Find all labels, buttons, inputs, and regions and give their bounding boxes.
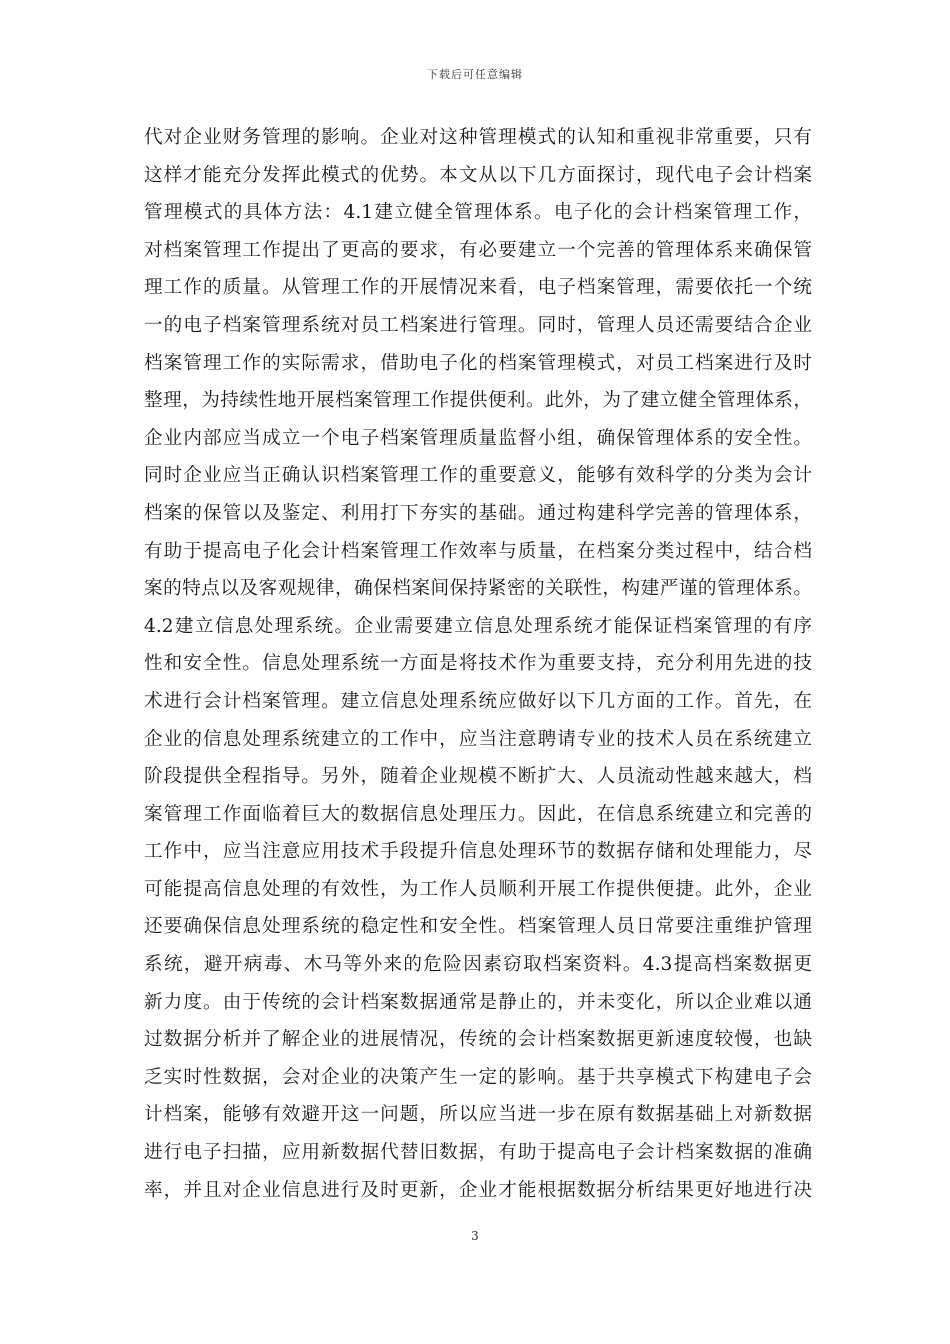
document-body — [144, 119, 812, 1209]
text-line: 一的电子档案管理系统对员工档案进行管理。同时，管理人员还需要结合企业 — [144, 314, 812, 336]
text-line: 新力度。由于传统的会计档案数据通常是静止的，并未变化，所以企业难以通 — [144, 991, 812, 1013]
text-line: 案的特点以及客观规律，确保档案间保持紧密的关联性，构建严谨的管理体系。 — [144, 578, 812, 600]
page-header: 下载后可任意编辑 — [427, 68, 523, 81]
text-line: 计档案，能够有效避开这一问题，所以应当进一步在原有数据基础上对新数据 — [144, 1104, 812, 1126]
text-line: 这样才能充分发挥此模式的优势。本文从以下几方面探讨，现代电子会计档案 — [144, 164, 812, 186]
text-line: 对档案管理工作提出了更高的要求，有必要建立一个完善的管理体系来确保管 — [144, 239, 812, 261]
text-line: 性和安全性。信息处理系统一方面是将技术作为重要支持，充分利用先进的技 — [144, 653, 812, 675]
text-line: 可能提高信息处理的有效性，为工作人员顺利开展工作提供便捷。此外，企业 — [144, 878, 812, 900]
text-line: 企业内部应当成立一个电子档案管理质量监督小组，确保管理体系的安全性。 — [144, 427, 812, 449]
text-line: 系统，避开病毒、木马等外来的危险因素窃取档案资料。4.3提高档案数据更 — [144, 954, 812, 976]
text-line: 率，并且对企业信息进行及时更新，企业才能根据数据分析结果更好地进行决 — [144, 1179, 812, 1201]
text-line: 整理，为持续性地开展档案管理工作提供便利。此外，为了建立健全管理体系， — [144, 390, 812, 412]
page-number: 3 — [471, 1229, 479, 1243]
text-line: 过数据分析并了解企业的进展情况，传统的会计档案数据更新速度较慢，也缺 — [144, 1029, 812, 1051]
text-line: 代对企业财务管理的影响。企业对这种管理模式的认知和重视非常重要，只有 — [144, 127, 812, 148]
text-line: 档案管理工作的实际需求，借助电子化的档案管理模式，对员工档案进行及时 — [144, 352, 812, 374]
text-line: 还要确保信息处理系统的稳定性和安全性。档案管理人员日常要注重维护管理 — [144, 916, 812, 938]
text-line: 企业的信息处理系统建立的工作中，应当注意聘请专业的技术人员在系统建立 — [144, 728, 812, 750]
text-line: 同时企业应当正确认识档案管理工作的重要意义，能够有效科学的分类为会计 — [144, 465, 812, 487]
text-line: 阶段提供全程指导。另外，随着企业规模不断扩大、人员流动性越来越大，档 — [144, 766, 812, 788]
text-line: 案管理工作面临着巨大的数据信息处理压力。因此，在信息系统建立和完善的 — [144, 803, 812, 825]
text-line: 4.2建立信息处理系统。企业需要建立信息处理系统才能保证档案管理的有序 — [144, 615, 812, 637]
text-line: 管理模式的具体方法：4.1建立健全管理体系。电子化的会计档案管理工作， — [144, 202, 812, 224]
text-line: 工作中，应当注意应用技术手段提升信息处理环节的数据存储和处理能力，尽 — [144, 841, 812, 863]
text-line: 术进行会计档案管理。建立信息处理系统应做好以下几方面的工作。首先，在 — [144, 690, 812, 712]
text-line: 理工作的质量。从管理工作的开展情况来看，电子档案管理，需要依托一个统 — [144, 277, 812, 299]
text-line: 档案的保管以及鉴定、利用打下夯实的基础。通过构建科学完善的管理体系， — [144, 502, 812, 524]
text-line: 乏实时性数据，会对企业的决策产生一定的影响。基于共享模式下构建电子会 — [144, 1066, 812, 1088]
text-line: 有助于提高电子化会计档案管理工作效率与质量，在档案分类过程中，结合档 — [144, 540, 812, 562]
text-line: 进行电子扫描，应用新数据代替旧数据，有助于提高电子会计档案数据的准确 — [144, 1142, 812, 1164]
